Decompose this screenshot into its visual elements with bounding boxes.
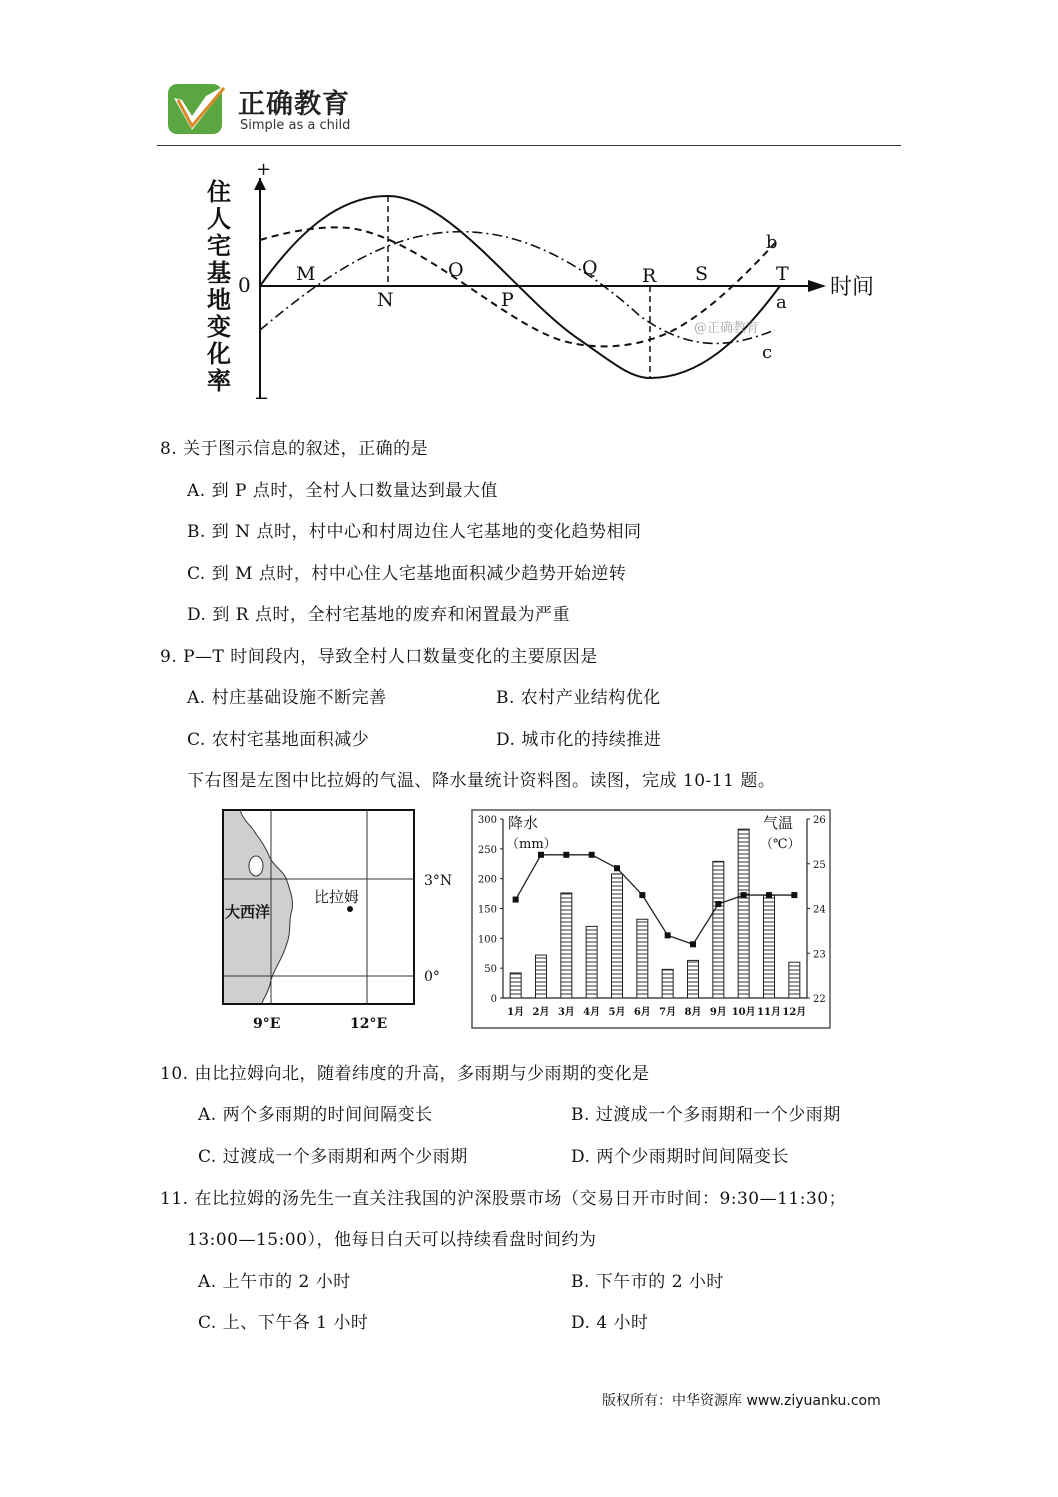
month-label: 5月 — [608, 1007, 626, 1018]
climate-chart — [470, 808, 832, 1030]
right-tick-label: 24 — [813, 904, 826, 916]
y-axis-label-char: 基 — [207, 258, 231, 287]
point-P: P — [501, 289, 514, 311]
q9-option-b: B. 农村产业结构优化 — [496, 688, 661, 708]
lon-9e-label: 9°E — [253, 1016, 281, 1032]
month-label: 8月 — [684, 1007, 702, 1018]
q10-option-b: B. 过渡成一个多雨期和一个少雨期 — [571, 1105, 841, 1125]
q10-option-d: D. 两个少雨期时间间隔变长 — [571, 1147, 789, 1167]
temp-point — [766, 892, 772, 898]
right-axis-unit: （℃） — [760, 837, 801, 852]
temp-point — [741, 892, 747, 898]
temp-point — [715, 901, 721, 907]
curve-label-c: c — [762, 342, 773, 363]
temp-point — [589, 852, 595, 858]
temp-point — [614, 865, 620, 871]
right-axis-label: 气温 — [763, 814, 794, 832]
month-label: 7月 — [659, 1007, 677, 1018]
right-tick-label: 23 — [813, 949, 826, 961]
month-label: 10月 — [731, 1007, 756, 1018]
q10-option-c: C. 过渡成一个多雨期和两个少雨期 — [198, 1147, 468, 1167]
y-axis-label-char: 地 — [207, 285, 231, 314]
month-label: 12月 — [782, 1007, 807, 1018]
point-R: R — [642, 265, 657, 287]
logo-mark — [166, 82, 232, 136]
lon-12e-label: 12°E — [350, 1016, 388, 1032]
left-tick-label: 300 — [477, 815, 497, 826]
precip-bar — [662, 969, 673, 998]
logo — [166, 82, 366, 138]
left-tick-label: 100 — [477, 934, 497, 946]
y-plus: + — [256, 160, 272, 180]
month-label: 1月 — [507, 1007, 525, 1018]
precip-bar — [586, 926, 597, 998]
precip-bar — [764, 895, 775, 998]
y-axis-label-char: 住 — [207, 177, 231, 206]
figure1-curve-chart — [195, 160, 895, 410]
precip-bar — [738, 829, 749, 998]
intro-10-11: 下右图是左图中比拉姆的气温、降水量统计资料图。读图，完成 10-11 题。 — [187, 771, 776, 791]
precip-bar — [612, 874, 623, 998]
logo-text-cn: 正确教育 — [238, 89, 350, 120]
left-axis-unit: （mm） — [506, 837, 557, 852]
left-axis-label: 降水 — [508, 814, 539, 832]
y-axis-label-char: 率 — [207, 366, 231, 395]
right-tick-label: 26 — [813, 815, 826, 826]
q11-option-d: D. 4 小时 — [571, 1313, 649, 1333]
curve-label-b: b — [766, 232, 778, 253]
point-O: O — [448, 259, 464, 281]
left-tick-label: 0 — [490, 994, 497, 1005]
y-axis-label-char: 化 — [207, 339, 231, 368]
city-dot — [347, 906, 353, 912]
q11-stem-line1: 11. 在比拉姆的汤先生一直关注我国的沪深股票市场（交易日开市时间：9:30—11:30； — [160, 1189, 847, 1209]
y-minus: − — [254, 388, 270, 409]
footer-copyright: 版权所有：中华资源库 www.ziyuanku.com — [602, 1393, 881, 1409]
point-T: T — [776, 263, 789, 285]
q11-option-b: B. 下午市的 2 小时 — [571, 1272, 724, 1292]
q8-option-d: D. 到 R 点时，全村宅基地的废弃和闲置最为严重 — [187, 605, 570, 625]
precip-bar — [688, 960, 699, 998]
temp-point — [690, 941, 696, 947]
month-label: 2月 — [532, 1007, 550, 1018]
q8-option-c: C. 到 M 点时，村中心住人宅基地面积减少趋势开始逆转 — [187, 564, 627, 584]
month-label: 6月 — [633, 1007, 651, 1018]
y-axis-label-char: 人 — [207, 204, 231, 233]
y-axis-label-text — [206, 177, 231, 395]
logo-text-en: Simple as a child — [240, 118, 351, 133]
precip-bar — [713, 861, 724, 998]
q8-option-a: A. 到 P 点时，全村人口数量达到最大值 — [187, 481, 498, 501]
x-axis-label: 时间 — [830, 275, 875, 300]
location-map — [218, 806, 458, 1034]
temp-point — [665, 932, 671, 938]
q9-option-a: A. 村庄基础设施不断完善 — [187, 688, 387, 708]
q11-option-a: A. 上午市的 2 小时 — [198, 1272, 351, 1292]
ocean-label: 大西洋 — [225, 903, 271, 921]
left-tick-label: 150 — [477, 904, 497, 916]
month-label: 4月 — [583, 1007, 601, 1018]
q10-option-a: A. 两个多雨期的时间间隔变长 — [198, 1105, 433, 1125]
temp-point — [639, 892, 645, 898]
origin-label: 0 — [238, 273, 251, 297]
temp-point — [538, 852, 544, 858]
left-tick-label: 250 — [477, 844, 497, 856]
q8-stem: 8. 关于图示信息的叙述，正确的是 — [160, 439, 429, 459]
header-divider — [157, 145, 901, 146]
left-tick-label: 200 — [477, 874, 497, 886]
precip-bar — [789, 962, 800, 998]
month-label: 11月 — [757, 1007, 781, 1018]
right-tick-label: 22 — [813, 994, 826, 1005]
q8-option-b: B. 到 N 点时，村中心和村周边住人宅基地的变化趋势相同 — [187, 522, 642, 542]
temp-point — [791, 892, 797, 898]
y-axis-label-char: 变 — [207, 312, 231, 341]
q11-option-c: C. 上、下午各 1 小时 — [198, 1313, 369, 1333]
lat-0-label: 0° — [424, 969, 440, 985]
month-label: 3月 — [557, 1007, 575, 1018]
precip-bar — [510, 973, 521, 998]
city-label: 比拉姆 — [314, 888, 360, 906]
watermark-text: @正确教育 — [694, 321, 760, 336]
precip-bar — [536, 955, 547, 998]
q9-option-c: C. 农村宅基地面积减少 — [187, 730, 370, 750]
y-axis-label-char: 宅 — [207, 231, 231, 260]
temp-point — [563, 852, 569, 858]
curve-label-a: a — [776, 292, 787, 313]
right-tick-label: 25 — [813, 859, 826, 871]
q11-stem-line2: 13:00—15:00），他每日白天可以持续看盘时间约为 — [187, 1230, 597, 1250]
month-label: 9月 — [709, 1007, 727, 1018]
point-M: M — [296, 263, 316, 285]
point-N: N — [377, 289, 394, 311]
precip-bar — [637, 919, 648, 998]
temp-point — [513, 897, 519, 903]
q10-stem: 10. 由比拉姆向北，随着纬度的升高，多雨期与少雨期的变化是 — [160, 1064, 650, 1084]
y-axis-label — [206, 177, 231, 395]
q9-option-d: D. 城市化的持续推进 — [496, 730, 662, 750]
precip-bar — [561, 893, 572, 998]
point-Q: Q — [582, 257, 598, 279]
q9-stem: 9. P—T 时间段内，导致全村人口数量变化的主要原因是 — [160, 647, 598, 667]
point-S: S — [695, 263, 709, 285]
left-tick-label: 50 — [484, 964, 497, 976]
lat-3n-label: 3°N — [424, 873, 453, 889]
